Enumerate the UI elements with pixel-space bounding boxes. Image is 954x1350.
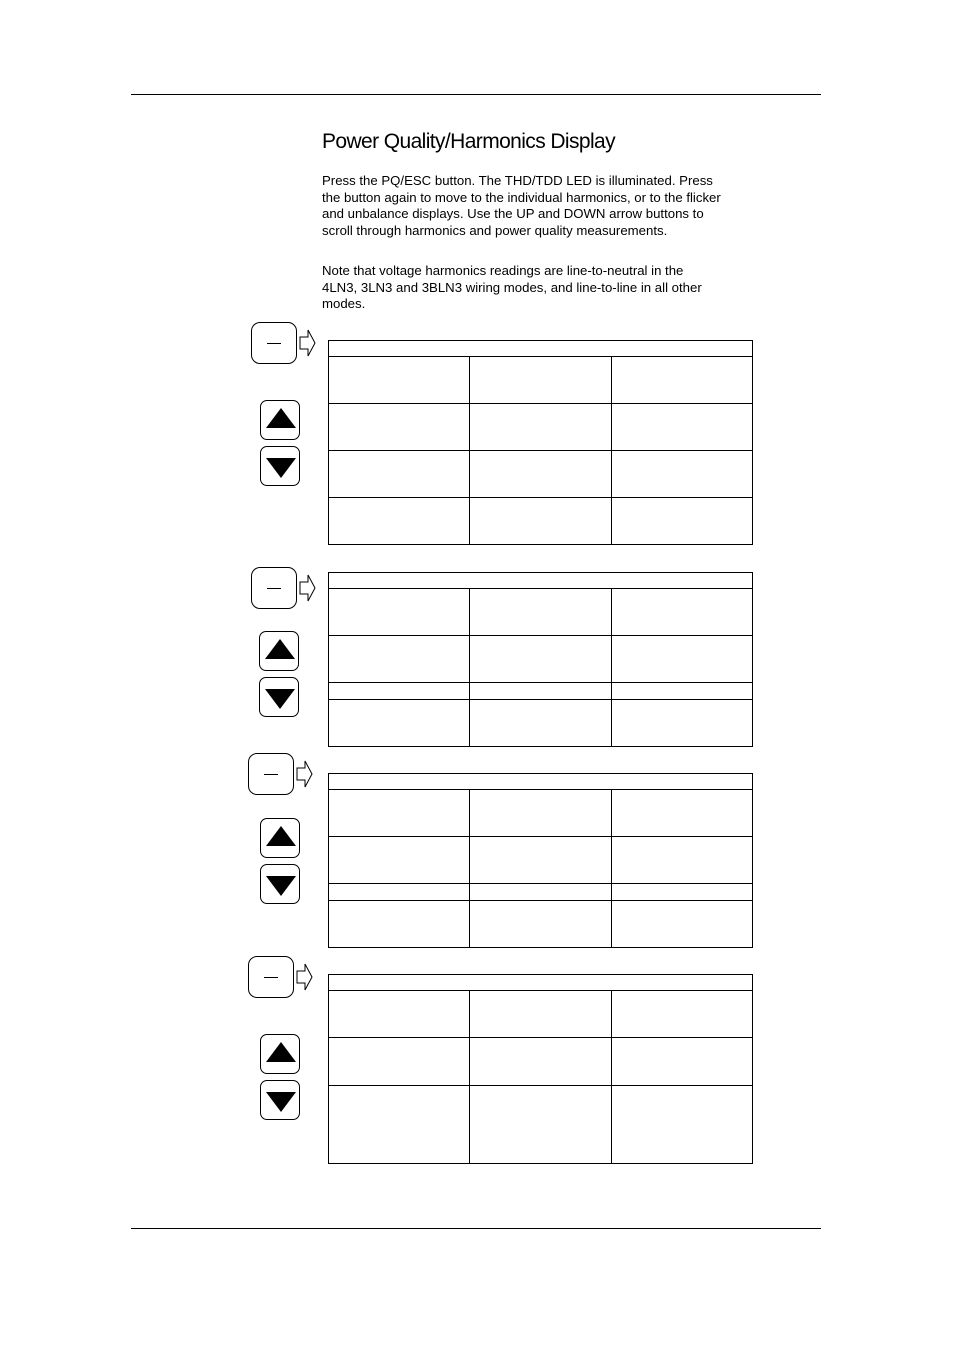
up-arrow-button[interactable] [260, 818, 300, 858]
table-row [329, 884, 753, 901]
table-cell [470, 884, 611, 901]
table-cell [611, 991, 752, 1038]
down-arrow-button[interactable] [260, 446, 300, 486]
table-cell [329, 1086, 470, 1164]
table-cell [329, 357, 470, 404]
table-cell [329, 884, 470, 901]
display-table [328, 974, 753, 1164]
esc-dash-mark [264, 774, 278, 775]
up-arrow-button[interactable] [260, 1034, 300, 1074]
table-cell [470, 498, 611, 545]
footer-rule [131, 1228, 821, 1229]
table-cell [329, 837, 470, 884]
page-title: Power Quality/Harmonics Display [322, 130, 615, 153]
table-cell [329, 498, 470, 545]
table-row [329, 636, 753, 683]
esc-dash-mark [267, 588, 281, 589]
table-cell [329, 683, 470, 700]
table-header-cell [329, 573, 753, 589]
table-cell [470, 589, 611, 636]
table-cell [470, 901, 611, 948]
note-paragraph: Note that voltage harmonics readings are line-to-neutral in the 4LN3, 3LN3 and 3BLN3 wiring modes, and line-to-line in all other modes. [322, 263, 702, 311]
up-arrow-icon [261, 1035, 301, 1075]
table-cell [470, 451, 611, 498]
table-cell [470, 404, 611, 451]
table-cell [329, 589, 470, 636]
pq-esc-button[interactable] [251, 322, 297, 364]
up-arrow-icon [261, 819, 301, 859]
table-cell [611, 451, 752, 498]
display-table [328, 572, 753, 747]
table-cell [611, 837, 752, 884]
table-row [329, 901, 753, 948]
table-cell [470, 636, 611, 683]
down-arrow-icon [260, 678, 300, 718]
table-header-row [329, 573, 753, 589]
table-cell [329, 700, 470, 747]
table-row [329, 1086, 753, 1164]
up-arrow-icon [260, 632, 300, 672]
down-arrow-icon [261, 1081, 301, 1121]
pq-esc-button[interactable] [248, 956, 294, 998]
header-rule [131, 94, 821, 95]
table-cell [329, 451, 470, 498]
table-cell [611, 498, 752, 545]
intro-paragraph: Press the PQ/ESC button. The THD/TDD LED is illuminated. Press the button again to move to the individual harmonics, or to the flicker and unbalance displays. Use the UP and DOWN arrow buttons to scroll through harmonics and power quality measurements. [322, 173, 721, 238]
down-arrow-button[interactable] [260, 1080, 300, 1120]
table-row [329, 451, 753, 498]
table-cell [329, 991, 470, 1038]
table-cell [470, 1038, 611, 1086]
table-cell [470, 700, 611, 747]
table-header-row [329, 341, 753, 357]
table-cell [329, 1038, 470, 1086]
right-arrow-icon [299, 573, 317, 603]
table-cell [611, 589, 752, 636]
esc-dash-mark [267, 343, 281, 344]
table-cell [470, 991, 611, 1038]
pq-esc-button[interactable] [248, 753, 294, 795]
table-cell [470, 790, 611, 837]
table-cell [611, 1086, 752, 1164]
table-cell [329, 901, 470, 948]
table-row [329, 700, 753, 747]
table-header-row [329, 975, 753, 991]
table-row [329, 589, 753, 636]
table-cell [611, 1038, 752, 1086]
esc-dash-mark [264, 977, 278, 978]
table-cell [329, 636, 470, 683]
table-cell [470, 357, 611, 404]
down-arrow-button[interactable] [260, 864, 300, 904]
table-row [329, 837, 753, 884]
table-cell [470, 1086, 611, 1164]
table-header-cell [329, 975, 753, 991]
table-cell [611, 901, 752, 948]
table-row [329, 790, 753, 837]
table-cell [611, 683, 752, 700]
table-row [329, 357, 753, 404]
table-cell [329, 404, 470, 451]
table-row [329, 404, 753, 451]
pq-esc-button[interactable] [251, 567, 297, 609]
table-row [329, 683, 753, 700]
table-header-cell [329, 341, 753, 357]
table-cell [611, 636, 752, 683]
display-table [328, 340, 753, 545]
table-row [329, 991, 753, 1038]
table-row [329, 498, 753, 545]
down-arrow-icon [261, 447, 301, 487]
up-arrow-button[interactable] [259, 631, 299, 671]
table-cell [611, 357, 752, 404]
table-cell [329, 790, 470, 837]
table-row [329, 1038, 753, 1086]
table-header-cell [329, 774, 753, 790]
table-cell [470, 683, 611, 700]
display-table [328, 773, 753, 948]
right-arrow-icon [296, 759, 314, 789]
table-cell [611, 404, 752, 451]
table-cell [611, 700, 752, 747]
table-cell [611, 884, 752, 901]
down-arrow-button[interactable] [259, 677, 299, 717]
down-arrow-icon [261, 865, 301, 905]
up-arrow-button[interactable] [260, 400, 300, 440]
table-cell [611, 790, 752, 837]
right-arrow-icon [299, 328, 317, 358]
table-cell [470, 837, 611, 884]
table-header-row [329, 774, 753, 790]
right-arrow-icon [296, 962, 314, 992]
up-arrow-icon [261, 401, 301, 441]
